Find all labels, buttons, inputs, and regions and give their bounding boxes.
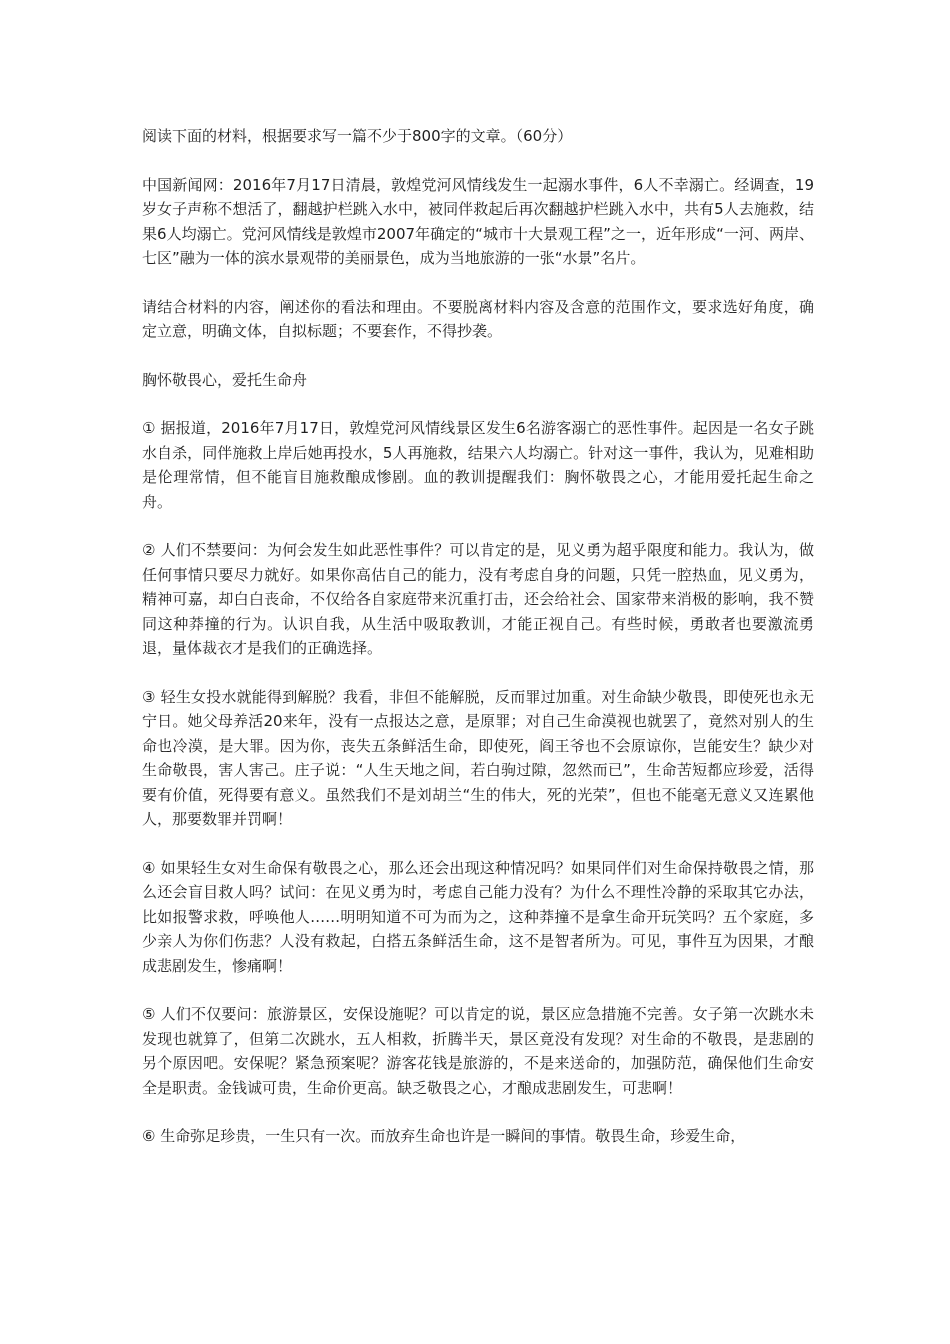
- writing-prompt: 阅读下面的材料，根据要求写一篇不少于800字的文章。（60分）: [142, 127, 573, 145]
- essay-paragraph-4: ④ 如果轻生女对生命保有敬畏之心，那么还会出现这种情况吗？如果同伴们对生命保持敬畏之情，那么还会盲目救人吗？试问：在见义勇为时，考虑自己能力没有？为什么不理性冷静的采取其它办法，比如报警求救，呼唤他人……明明知道不可为而为之，这种莽撞不是拿生命开玩笑吗？五个家庭，多少亲人为你们伤悲？人没有救起，白搭五条鲜活生命，这不是智者所为。可见，事件互为因果，才酿成悲剧发生，惨痛啊！: [142, 858, 814, 975]
- essay-title: 胸怀敬畏心，爱托生命舟: [142, 370, 308, 389]
- document-page: [142, 124, 814, 1149]
- essay-paragraph-3: ③ 轻生女投水就能得到解脱？我看，非但不能解脱，反而罪过加重。对生命缺少敬畏，即使死也永无宁日。她父母养活20来年，没有一点报达之意，是原罪；对自己生命漠视也就罢了，竟然对别人的生命也冷漠，是大罪。因为你，丧失五条鲜活生命，即使死，阎王爷也不会原谅你，岂能安生？缺少对生命敬畏，害人害己。庄子说：“人生天地之间，若白驹过隙，忽然而已”，生命苦短都应珍爱，活得要有价值，死得要有意义。虽然我们不是刘胡兰“生的伟大，死的光荣”，但也不能毫无意义又连累他人，那要数罪并罚啊！: [142, 687, 814, 828]
- essay-paragraph-2: ② 人们不禁要问：为何会发生如此恶性事件？可以肯定的是，见义勇为超乎限度和能力。我认为，做任何事情只要尽力就好。如果你高估自己的能力，没有考虑自身的问题，只凭一腔热血，见义勇为，精神可嘉，却白白丧命，不仅给各自家庭带来沉重打击，还会给社会、国家带来消极的影响，我不赞同这种莽撞的行为。认识自我，从生活中吸取教训，才能正视自己。有些时候，勇敢者也要激流勇退，量体裁衣才是我们的正确选择。: [142, 541, 814, 657]
- writing-requirement: 请结合材料的内容，阐述你的看法和理由。不要脱离材料内容及含意的范围作文，要求选好角度，确定立意，明确文体，自拟标题；不要套作，不得抄袭。: [142, 297, 814, 340]
- news-material: 中国新闻网：2016年7月17日清晨，敦煌党河风情线发生一起溺水事件，6人不幸溺亡。经调查，19岁女子声称不想活了，翻越护栏跳入水中，被同伴救起后再次翻越护栏跳入水中，共有5人去施救，结果6人均溺亡。党河风情线是敦煌市2007年确定的“城市十大景观工程”之一，近年形成“一河、两岸、七区”融为一体的滨水景观带的美丽景色，成为当地旅游的一张“水景”名片。: [142, 175, 814, 267]
- essay-paragraph-6: ⑥ 生命弥足珍贵，一生只有一次。而放弃生命也许是一瞬间的事情。敬畏生命，珍爱生命，: [142, 1127, 746, 1145]
- essay-paragraph-1: ① 据报道，2016年7月17日，敦煌党河风情线景区发生6名游客溺亡的恶性事件。起因是一名女子跳水自杀，同伴施救上岸后她再投水，5人再施救，结果六人均溺亡。针对这一事件，我认为，见难相助是伦理常情，但不能盲目施救酿成惨剧。血的教训提醒我们：胸怀敬畏之心，才能用爱托起生命之舟。: [142, 419, 814, 511]
- essay-paragraph-5: ⑤ 人们不仅要问：旅游景区，安保设施呢？可以肯定的说，景区应急措施不完善。女子第一次跳水未发现也就算了，但第二次跳水，五人相救，折腾半天，景区竟没有发现？对生命的不敬畏，是悲剧的另个原因吧。安保呢？紧急预案呢？游客花钱是旅游的，不是来送命的，加强防范，确保他们生命安全是职责。金钱诚可贵，生命价更高。缺乏敬畏之心，才酿成悲剧发生，可悲啊！: [142, 1005, 814, 1097]
